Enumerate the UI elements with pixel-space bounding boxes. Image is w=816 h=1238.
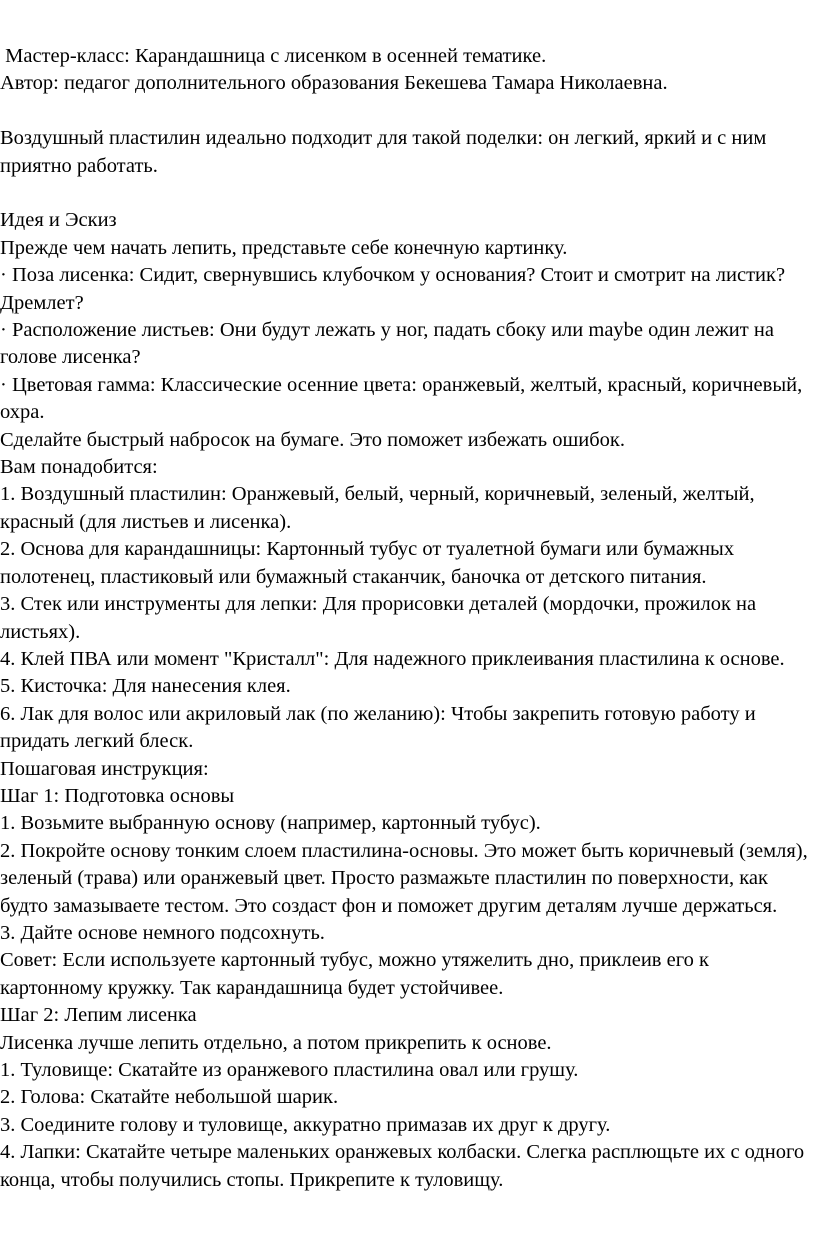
blank-line: [0, 180, 808, 207]
material-item: 1. Воздушный пластилин: Оранжевый, белый, черный, коричневый, зеленый, желтый, красный (для листьев и лисенка).: [0, 483, 755, 533]
step-item: 2. Покройте основу тонким слоем пластилина-основы. Это может быть коричневый (земля), зеленый (трава) или оранжевый цвет. Просто размажьте пластилин по поверхности, как будто замазываете тестом. Это создаст фон и поможет другим деталям лучше держаться.: [0, 839, 808, 917]
blank-line: [0, 98, 808, 125]
step-item: 1. Туловище: Скатайте из оранжевого пластилина овал или грушу.: [0, 1059, 579, 1081]
material-item: 5. Кисточка: Для нанесения клея.: [0, 675, 291, 698]
intro-paragraph: Воздушный пластилин идеально подходит для такой поделки: он легкий, яркий и с ним приятно работать.: [0, 127, 767, 177]
step-item: 3. Соедините голову и туловище, аккуратно примазав их друг к другу.: [0, 1113, 611, 1136]
idea-tip: Сделайте быстрый набросок на бумаге. Это поможет избежать ошибок.: [0, 428, 625, 451]
idea-item: · Цветовая гамма: Классические осенние цвета: оранжевый, желтый, красный, коричневый, охра.: [0, 373, 803, 424]
step-item: 1. Возьмите выбранную основу (например, картонный тубус).: [0, 812, 541, 835]
material-item: 3. Стек или инструменты для лепки: Для прорисовки деталей (мордочки, прожилок на листьях).: [0, 593, 757, 643]
step-item: 2. Голова: Скатайте небольшой шарик.: [0, 1086, 339, 1109]
idea-item: · Поза лисенка: Сидит, свернувшись клубочком у основания? Стоит и смотрит на листик? Дремлет?: [0, 264, 786, 314]
step-tip: Совет: Если используете картонный тубус, можно утяжелить дно, приклеив его к картонному кружку. Так карандашница будет устойчивее.: [0, 949, 709, 999]
material-item: 6. Лак для волос или акриловый лак (по желанию): Чтобы закрепить готовую работу и придать легкий блеск.: [0, 702, 756, 753]
document-title: Мастер-класс: Карандашница с лисенком в осенней тематике.: [0, 45, 547, 67]
step-item: 3. Дайте основе немного подсохнуть.: [0, 921, 325, 944]
author-line: Автор: педагог дополнительного образования Бекешева Тамара Николаевна.: [0, 72, 668, 95]
idea-item: · Расположение листьев: Они будут лежать у ног, падать сбоку или maybe один лежит на голове лисенка?: [0, 319, 774, 369]
section-heading-materials: Вам понадобится:: [0, 456, 158, 479]
material-item: 2. Основа для карандашницы: Картонный тубус от туалетной бумаги или бумажных полотенец, пластиковый или бумажный стаканчик, баночка от детского питания.: [0, 538, 735, 588]
material-item: 4. Клей ПВА или момент "Кристалл": Для надежного приклеивания пластилина к основе.: [0, 647, 785, 670]
step-heading: Шаг 1: Подготовка основы: [0, 784, 235, 807]
step-lead: Лисенка лучше лепить отдельно, а потом прикрепить к основе.: [0, 1031, 552, 1054]
step-item: 4. Лапки: Скатайте четыре маленьких оранжевых колбаски. Слегка расплющьте их с одного конца, чтобы получились стопы. Прикрепите к туловищу.: [0, 1141, 805, 1191]
section-heading-idea: Идея и Эскиз: [0, 209, 117, 232]
idea-lead: Прежде чем начать лепить, представьте себе конечную картинку.: [0, 236, 568, 259]
step-heading: Шаг 2: Лепим лисенка: [0, 1004, 197, 1027]
section-heading-instructions: Пошаговая инструкция:: [0, 757, 209, 780]
document-body: [0, 43, 808, 1194]
